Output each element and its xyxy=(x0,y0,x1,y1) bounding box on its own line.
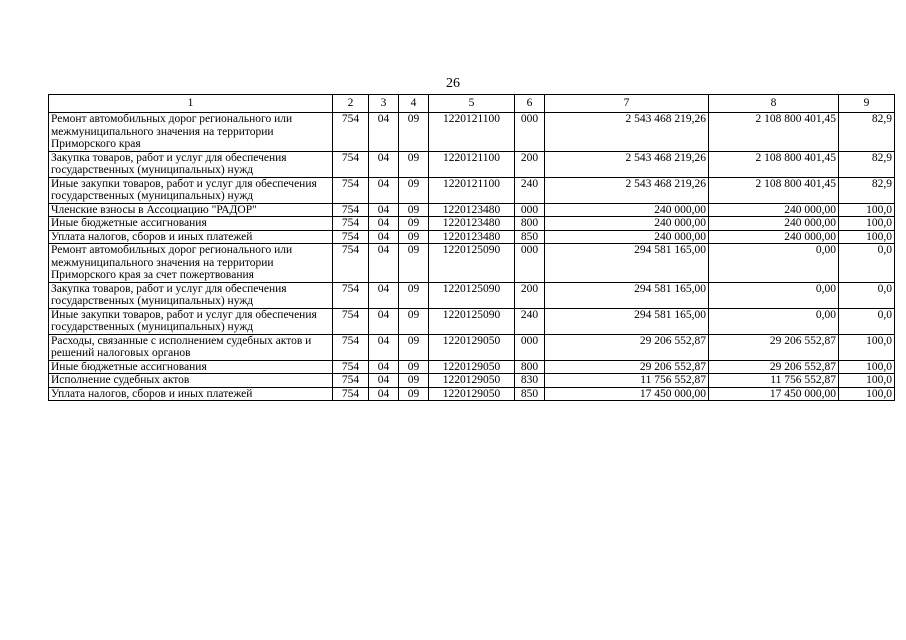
row-code-cell: 1220123480 xyxy=(429,203,515,217)
row-code-cell: 754 xyxy=(333,360,369,374)
row-code-cell: 1220123480 xyxy=(429,217,515,231)
table-row xyxy=(49,113,895,152)
row-code-cell: 754 xyxy=(333,374,369,388)
row-percent-cell: 100,0 xyxy=(839,374,895,388)
row-code-cell: 04 xyxy=(369,203,399,217)
row-code-cell: 1220129050 xyxy=(429,374,515,388)
row-code-cell: 04 xyxy=(369,308,399,334)
row-code-cell: 09 xyxy=(399,374,429,388)
row-code-cell: 754 xyxy=(333,177,369,203)
row-code-cell: 04 xyxy=(369,244,399,283)
row-code-cell: 04 xyxy=(369,374,399,388)
row-percent-cell: 100,0 xyxy=(839,203,895,217)
row-code-cell: 200 xyxy=(515,151,545,177)
row-code-cell: 830 xyxy=(515,374,545,388)
row-code-cell: 09 xyxy=(399,244,429,283)
row-code-cell: 09 xyxy=(399,113,429,152)
row-code-cell: 04 xyxy=(369,177,399,203)
row-amount-cell: 0,00 xyxy=(709,244,839,283)
row-code-cell: 04 xyxy=(369,360,399,374)
row-percent-cell: 100,0 xyxy=(839,387,895,401)
row-code-cell: 1220123480 xyxy=(429,230,515,244)
row-code-cell: 000 xyxy=(515,203,545,217)
row-percent-cell: 82,9 xyxy=(839,177,895,203)
row-code-cell: 754 xyxy=(333,308,369,334)
row-code-cell: 240 xyxy=(515,308,545,334)
row-name-cell: Иные бюджетные ассигнования xyxy=(49,360,333,374)
row-code-cell: 850 xyxy=(515,230,545,244)
row-code-cell: 754 xyxy=(333,387,369,401)
row-name-cell: Ремонт автомобильных дорог регионального или межмуниципального значения на территории Приморского края за счет пожертвования xyxy=(49,244,333,283)
row-name-cell: Расходы, связанные с исполнением судебных актов и решений налоговых органов xyxy=(49,334,333,360)
row-amount-cell: 2 543 468 219,26 xyxy=(545,113,709,152)
row-name-cell: Уплата налогов, сборов и иных платежей xyxy=(49,230,333,244)
row-name-cell: Ремонт автомобильных дорог регионального или межмуниципального значения на территории Приморского края xyxy=(49,113,333,152)
row-amount-cell: 29 206 552,87 xyxy=(545,360,709,374)
column-header: 2 xyxy=(333,95,369,113)
table-row xyxy=(49,177,895,203)
row-code-cell: 754 xyxy=(333,282,369,308)
page-number: 26 xyxy=(446,76,460,91)
row-amount-cell: 240 000,00 xyxy=(545,217,709,231)
column-header: 3 xyxy=(369,95,399,113)
row-code-cell: 09 xyxy=(399,151,429,177)
row-amount-cell: 2 543 468 219,26 xyxy=(545,177,709,203)
row-amount-cell: 294 581 165,00 xyxy=(545,308,709,334)
row-amount-cell: 294 581 165,00 xyxy=(545,244,709,283)
row-code-cell: 09 xyxy=(399,334,429,360)
row-code-cell: 240 xyxy=(515,177,545,203)
row-code-cell: 754 xyxy=(333,203,369,217)
row-percent-cell: 100,0 xyxy=(839,334,895,360)
row-code-cell: 1220125090 xyxy=(429,308,515,334)
row-code-cell: 04 xyxy=(369,387,399,401)
row-amount-cell: 11 756 552,87 xyxy=(709,374,839,388)
row-code-cell: 04 xyxy=(369,113,399,152)
row-percent-cell: 100,0 xyxy=(839,360,895,374)
row-code-cell: 850 xyxy=(515,387,545,401)
row-code-cell: 04 xyxy=(369,282,399,308)
row-amount-cell: 17 450 000,00 xyxy=(709,387,839,401)
budget-table xyxy=(48,94,895,401)
table-row xyxy=(49,203,895,217)
row-code-cell: 1220121100 xyxy=(429,177,515,203)
row-code-cell: 1220125090 xyxy=(429,282,515,308)
row-code-cell: 800 xyxy=(515,217,545,231)
row-percent-cell: 82,9 xyxy=(839,151,895,177)
row-amount-cell: 29 206 552,87 xyxy=(709,360,839,374)
row-code-cell: 1220121100 xyxy=(429,113,515,152)
row-code-cell: 09 xyxy=(399,177,429,203)
row-percent-cell: 0,0 xyxy=(839,244,895,283)
row-amount-cell: 17 450 000,00 xyxy=(545,387,709,401)
row-name-cell: Закупка товаров, работ и услуг для обеспечения государственных (муниципальных) нужд xyxy=(49,151,333,177)
column-header: 9 xyxy=(839,95,895,113)
row-percent-cell: 82,9 xyxy=(839,113,895,152)
row-code-cell: 09 xyxy=(399,230,429,244)
row-code-cell: 200 xyxy=(515,282,545,308)
row-code-cell: 1220121100 xyxy=(429,151,515,177)
table-row xyxy=(49,334,895,360)
row-code-cell: 09 xyxy=(399,387,429,401)
row-code-cell: 04 xyxy=(369,151,399,177)
table-row xyxy=(49,387,895,401)
table-row xyxy=(49,374,895,388)
row-code-cell: 754 xyxy=(333,217,369,231)
row-code-cell: 000 xyxy=(515,244,545,283)
row-code-cell: 1220129050 xyxy=(429,387,515,401)
row-percent-cell: 100,0 xyxy=(839,230,895,244)
row-amount-cell: 294 581 165,00 xyxy=(545,282,709,308)
row-amount-cell: 2 108 800 401,45 xyxy=(709,113,839,152)
column-header: 5 xyxy=(429,95,515,113)
row-name-cell: Закупка товаров, работ и услуг для обеспечения государственных (муниципальных) нужд xyxy=(49,282,333,308)
table-row xyxy=(49,360,895,374)
column-header: 8 xyxy=(709,95,839,113)
table-row xyxy=(49,244,895,283)
row-code-cell: 09 xyxy=(399,203,429,217)
row-amount-cell: 29 206 552,87 xyxy=(545,334,709,360)
row-name-cell: Иные закупки товаров, работ и услуг для обеспечения государственных (муниципальных) нужд xyxy=(49,177,333,203)
column-header: 1 xyxy=(49,95,333,113)
table-row xyxy=(49,217,895,231)
column-header: 4 xyxy=(399,95,429,113)
row-amount-cell: 0,00 xyxy=(709,308,839,334)
table-row xyxy=(49,230,895,244)
row-code-cell: 754 xyxy=(333,244,369,283)
row-code-cell: 754 xyxy=(333,113,369,152)
column-header: 7 xyxy=(545,95,709,113)
row-amount-cell: 240 000,00 xyxy=(709,217,839,231)
row-code-cell: 04 xyxy=(369,217,399,231)
row-code-cell: 09 xyxy=(399,308,429,334)
row-amount-cell: 2 108 800 401,45 xyxy=(709,177,839,203)
row-code-cell: 09 xyxy=(399,217,429,231)
row-percent-cell: 100,0 xyxy=(839,217,895,231)
row-code-cell: 04 xyxy=(369,230,399,244)
row-code-cell: 754 xyxy=(333,230,369,244)
row-code-cell: 000 xyxy=(515,334,545,360)
table-row xyxy=(49,308,895,334)
row-code-cell: 1220125090 xyxy=(429,244,515,283)
column-header: 6 xyxy=(515,95,545,113)
row-name-cell: Членские взносы в Ассоциацию "РАДОР" xyxy=(49,203,333,217)
row-code-cell: 04 xyxy=(369,334,399,360)
row-amount-cell: 11 756 552,87 xyxy=(545,374,709,388)
row-name-cell: Иные закупки товаров, работ и услуг для обеспечения государственных (муниципальных) нужд xyxy=(49,308,333,334)
row-code-cell: 800 xyxy=(515,360,545,374)
row-percent-cell: 0,0 xyxy=(839,308,895,334)
row-amount-cell: 2 543 468 219,26 xyxy=(545,151,709,177)
row-name-cell: Исполнение судебных актов xyxy=(49,374,333,388)
row-code-cell: 754 xyxy=(333,151,369,177)
row-amount-cell: 0,00 xyxy=(709,282,839,308)
row-name-cell: Иные бюджетные ассигнования xyxy=(49,217,333,231)
row-code-cell: 000 xyxy=(515,113,545,152)
row-amount-cell: 240 000,00 xyxy=(709,203,839,217)
row-amount-cell: 240 000,00 xyxy=(709,230,839,244)
row-code-cell: 1220129050 xyxy=(429,334,515,360)
row-code-cell: 1220129050 xyxy=(429,360,515,374)
table-row xyxy=(49,282,895,308)
row-name-cell: Уплата налогов, сборов и иных платежей xyxy=(49,387,333,401)
row-amount-cell: 29 206 552,87 xyxy=(709,334,839,360)
row-amount-cell: 240 000,00 xyxy=(545,230,709,244)
row-percent-cell: 0,0 xyxy=(839,282,895,308)
table-row xyxy=(49,151,895,177)
row-amount-cell: 240 000,00 xyxy=(545,203,709,217)
row-code-cell: 09 xyxy=(399,282,429,308)
row-amount-cell: 2 108 800 401,45 xyxy=(709,151,839,177)
table-header-row xyxy=(49,95,895,113)
row-code-cell: 09 xyxy=(399,360,429,374)
row-code-cell: 754 xyxy=(333,334,369,360)
